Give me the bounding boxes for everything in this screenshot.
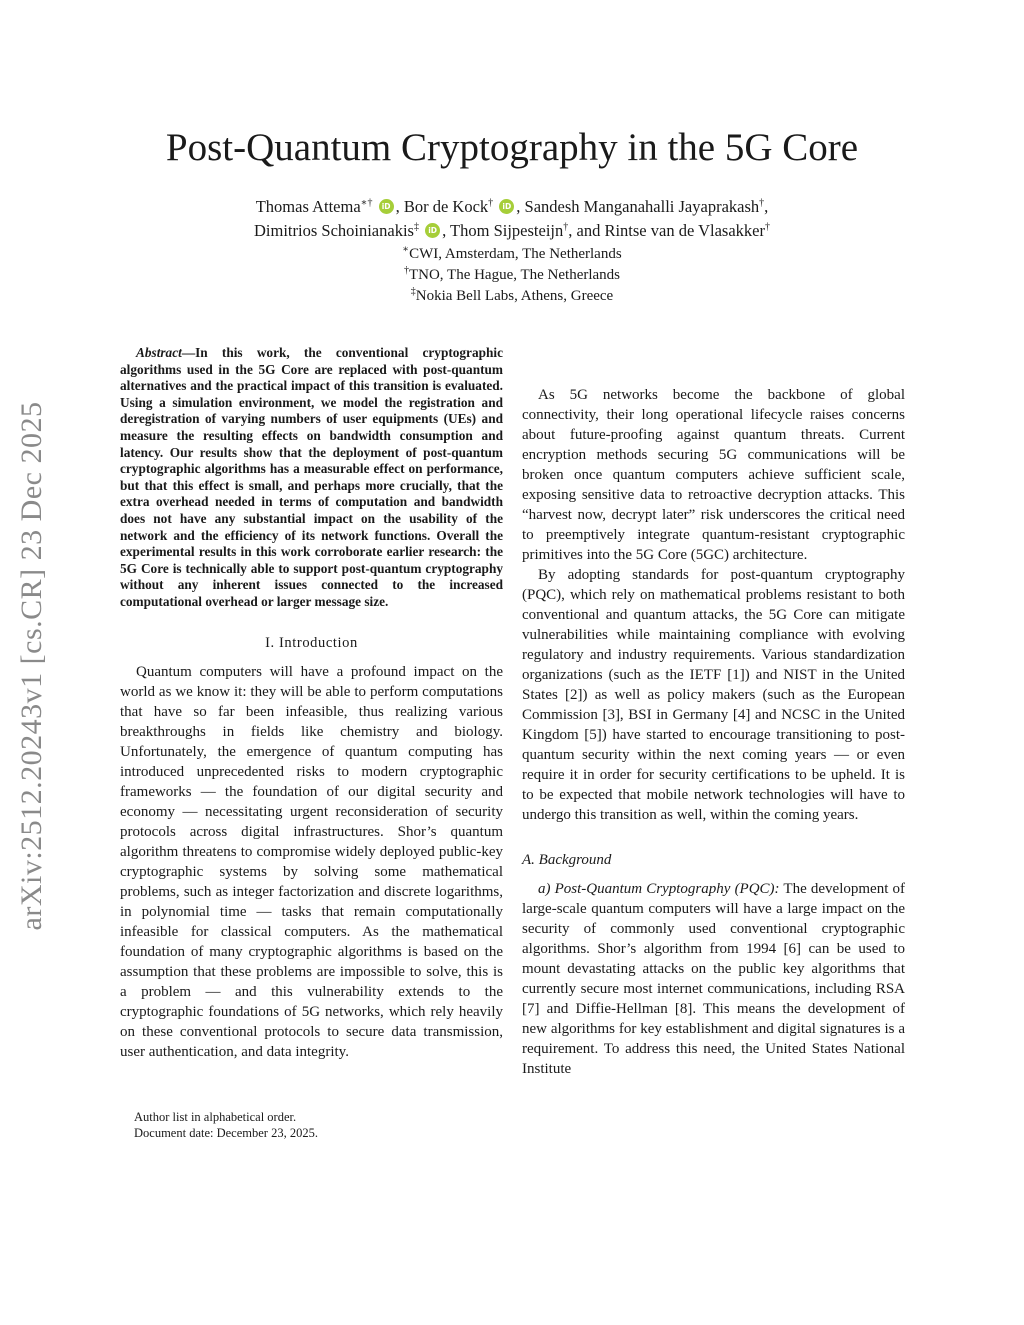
abstract — [120, 345, 503, 611]
affiliation — [0, 244, 1024, 265]
author-name: , Thom Sijpesteijn — [442, 221, 564, 240]
intro-paragraph-2: As 5G networks become the backbone of global connectivity, their long operational lifecycle raises concerns about future-proofing against quantum threats. Current encryption methods securing 5G communications will be broken once quantum computers achieve sufficient scale, exposing sensitive data to retroactive decryption attacks. This “harvest now, decrypt later” risk underscores the critical need to preemptively integrate quantum-resistant cryptographic primitives into the 5G Core (5GC) architecture. — [522, 387, 905, 563]
paragraph-title: a) Post-Quantum Cryptography (PQC): — [538, 881, 780, 897]
left-column — [120, 345, 503, 1062]
orcid-icon[interactable]: iD — [499, 199, 514, 214]
author-mark: † — [488, 197, 494, 209]
affiliation — [0, 265, 1024, 286]
author-name: Thomas Attema — [255, 197, 361, 216]
arxiv-id: arXiv:2512.20243v1 [cs.CR] 23 Dec 2025 — [15, 401, 48, 931]
author-name: , Bor de Kock — [395, 197, 489, 216]
background-text: The development of large-scale quantum computers will have a large impact on the security of commonly used conventional cryptographic algorithms. Shor’s algorithm from 1994 [6] can be used to mount devastating attacks on the public key algorithms that currently secure most internet communications, including RSA [7] and Diffie-Hellman [8]. This means the development of new algorithms for key establishment and digital signatures is a requirement. To address this need, the United States National Institute — [522, 881, 905, 1077]
section-heading: I. Introduction — [265, 634, 358, 651]
author-mark: † — [764, 221, 770, 233]
affiliation-text: CWI, Amsterdam, The Netherlands — [409, 246, 622, 262]
orcid-icon[interactable]: iD — [425, 223, 440, 238]
affiliation-mark: † — [403, 265, 409, 276]
intro-paragraph-3: By adopting standards for post-quantum cryptography (PQC), which rely on mathematical problems resistant to both conventional and quantum attacks, the 5G Core can mitigate vulnerabilities while maintaining compliance with evolving regulatory and industry requirements. Various standardization organizations (such as the IETF [1]) and NIST in the United States [2]) as well as policy makers (such as the European Commission [3], BSI in Germany [4] and NCSC in the United Kingdom [5]) have started to encourage transitioning to post-quantum security within the next coming years — or even require it in order for security certifications to be upheld. It is to be expected that mobile network technologies will have to undergo this transition as well, within the coming years. — [522, 567, 905, 823]
affiliations — [0, 244, 1024, 307]
author-name: , and Rintse van de Vlasakker — [568, 221, 765, 240]
affiliation-mark: ‡ — [410, 286, 416, 297]
author-list — [0, 195, 1024, 243]
intro-paragraph-1: Quantum computers will have a profound impact on the world as we know it: they will be able to perform computations that have so far been infeasible, thus realizing various breakthroughs in fields like chemistry and biology. Unfortunately, the emergence of quantum computing has introduced unprecedented risks to modern cryptographic frameworks — the foundation of our digital security and economy — necessitating urgent reconsideration of security protocols across digital infrastructures. Shor’s quantum algorithm threatens to compromise widely deployed public-key cryptographic systems by solving some mathematical problems, such as integer factorization and discrete logarithms, in polynomial time — tasks that remain computationally infeasible for classical computers. As the mathematical foundation of many cryptographic algorithms is based on the assumption that these problems are impossible to solve, this is a problem — and this vulnerability extends to the cryptographic foundations of 5G networks, which rely heavily on these conventional protocols to secure data transmission, user authentication, and data integrity. — [120, 663, 503, 1060]
footnote-line: Author list in alphabetical order. — [134, 1110, 297, 1124]
paper-title: Post-Quantum Cryptography in the 5G Core — [165, 126, 859, 169]
orcid-icon[interactable]: iD — [379, 199, 394, 214]
footnote-line: Document date: December 23, 2025. — [134, 1126, 318, 1140]
author-separator: , — [764, 197, 769, 216]
affiliation-text: Nokia Bell Labs, Athens, Greece — [415, 288, 614, 304]
abstract-label: Abstract — [136, 345, 182, 360]
footnote — [120, 1109, 503, 1141]
author-name: Dimitrios Schoinianakis — [254, 221, 414, 240]
arxiv-stamp — [10, 376, 54, 956]
background-paragraph — [522, 879, 905, 1079]
affiliation — [0, 286, 1024, 307]
author-mark: ∗† — [360, 197, 373, 209]
author-name: , Sandesh Manganahalli Jayaprakash — [516, 197, 760, 216]
subsection-heading: A. Background — [522, 852, 612, 868]
affiliation-text: TNO, The Hague, The Netherlands — [408, 267, 621, 283]
affiliation-mark: ∗ — [402, 244, 410, 255]
author-mark: † — [759, 197, 765, 209]
abstract-text: —In this work, the conventional cryptographic algorithms used in the 5G Core are replaced with post-quantum alternatives and the practical impact of this transition is evaluated. Using a simulation environment, we model the registration and deregistration of varying numbers of user equipments (UEs) and measure the resulting effects on bandwidth consumption and latency. Our results show that the deployment of post-quantum cryptographic algorithms has a measurable effect on performance, but that this effect is small, and perhaps more crucially, that the extra overhead needed in terms of computation and bandwidth does not have any substantial impact on the usability of the network and the efficiency of its network functions. Overall the experimental results in this work corroborate earlier research: the 5G Core is technically able to support post-quantum cryptography without any inherent issues connected to the increased computational overhead or larger message size. — [120, 345, 503, 609]
author-mark: ‡ — [413, 221, 419, 233]
right-column — [522, 345, 905, 1079]
author-mark: † — [563, 221, 569, 233]
